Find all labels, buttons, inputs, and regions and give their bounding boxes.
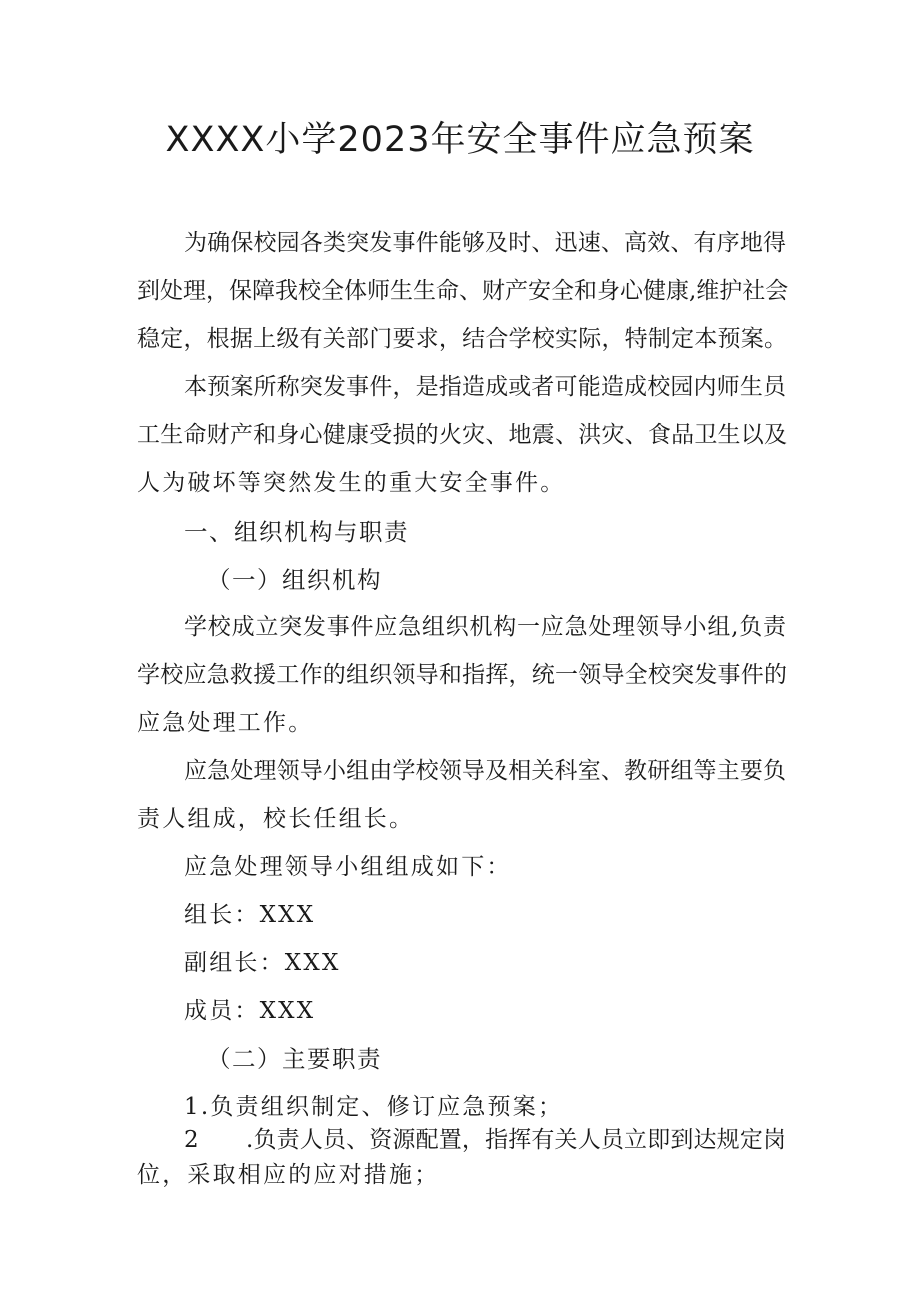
paragraph-line: 学校成立突发事件应急组织机构一应急处理领导小组,负责	[184, 614, 786, 640]
paragraph-line: 学校应急救援工作的组织领导和指挥，统一领导全校突发事件的	[137, 662, 787, 688]
paragraph-line: 稳定，根据上级有关部门要求，结合学校实际，特制定本预案。	[137, 326, 787, 352]
section-heading: 一、组织机构与职责	[184, 518, 409, 546]
document-title: XXXX小学2023年安全事件应急预案	[165, 120, 755, 160]
paragraph-line: 本预案所称突发事件，是指造成或者可能造成校园内师生员	[184, 374, 786, 400]
paragraph-line: 工生命财产和身心健康受损的火灾、地震、洪灾、食品卫生以及	[137, 422, 787, 448]
paragraph-line: 到处理，保障我校全体师生生命、财产安全和身心健康,维护社会	[137, 278, 789, 304]
leader-line: 组长：XXX	[184, 902, 316, 928]
member-line: 成员：XXX	[184, 998, 316, 1024]
deputy-leader-line: 副组长：XXX	[184, 950, 341, 976]
paragraph-line: 人为破坏等突然发生的重大安全事件。	[137, 470, 566, 496]
paragraph-line: 应急处理领导小组组成如下：	[184, 854, 512, 880]
paragraph-line: 责人组成，校长任组长。	[137, 806, 415, 832]
paragraph-line: 应急处理领导小组由学校领导及相关科室、教研组等主要负	[184, 758, 786, 784]
list-item-number: 2	[184, 1127, 201, 1153]
list-item: 1.负责组织制定、修订应急预案；	[184, 1094, 564, 1120]
paragraph-line: 应急处理工作。	[137, 710, 314, 736]
subsection-heading: （一）组织机构	[207, 566, 382, 594]
list-item-continuation: 位，采取相应的应对措施；	[137, 1162, 440, 1188]
subsection-heading: （二）主要职责	[207, 1045, 382, 1073]
list-item: .负责人员、资源配置，指挥有关人员立即到达规定岗	[246, 1127, 786, 1153]
paragraph-line: 为确保校园各类突发事件能够及时、迅速、高效、有序地得	[184, 230, 786, 256]
